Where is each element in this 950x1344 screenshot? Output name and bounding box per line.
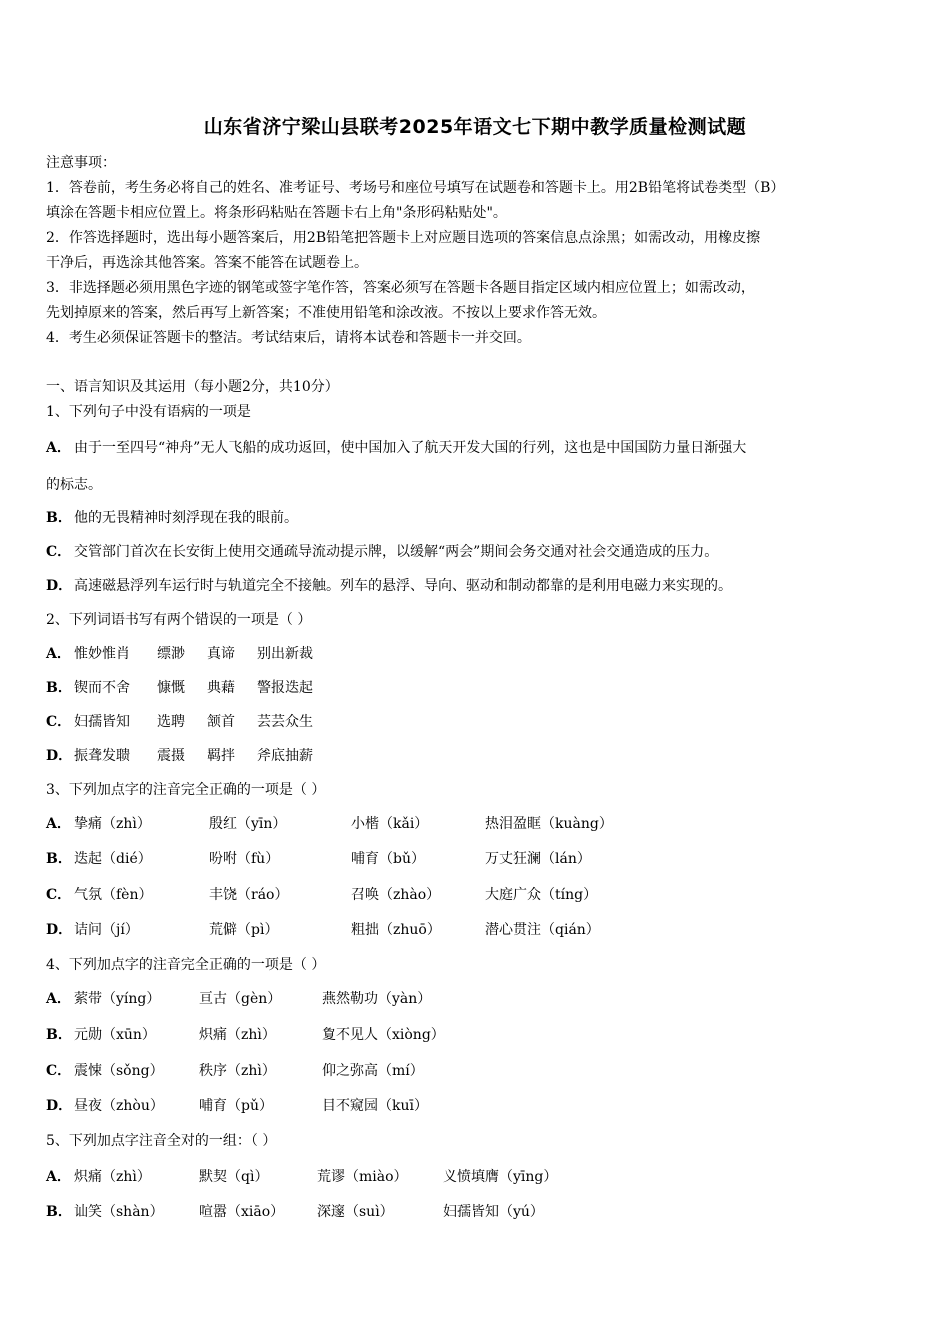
option-item: 粗拙（zhuō） xyxy=(351,922,441,938)
option-label: C． xyxy=(46,887,72,903)
question-3-option-d xyxy=(46,919,600,939)
option-item: 真谛 xyxy=(207,646,235,662)
question-1-option-c xyxy=(46,541,718,561)
option-item: 迭起（dié） xyxy=(74,851,152,867)
option-item: 哺育（bǔ） xyxy=(351,851,425,867)
option-label: B． xyxy=(46,851,72,867)
option-text: 高速磁悬浮列车运行时与轨道完全不接触。列车的悬浮、导向、驱动和制动都靠的是利用电磁力来实现的。 xyxy=(74,578,732,594)
option-item: 震摄 xyxy=(157,748,185,764)
option-text: 的标志。 xyxy=(46,477,102,493)
option-item: 万丈狂澜（lán） xyxy=(485,851,591,867)
option-item: 默契（qì） xyxy=(199,1169,269,1185)
option-item: 丰饶（ráo） xyxy=(209,887,289,903)
option-label: A． xyxy=(46,991,71,1007)
option-item: 震悚（sǒng） xyxy=(74,1063,164,1079)
question-1-option-a-cont xyxy=(46,474,102,494)
notes-line: 2．作答选择题时，选出每小题答案后，用2B铅笔把答题卡上对应题目选项的答案信息点涂黑；如需改动，用橡皮擦 xyxy=(46,230,761,246)
option-item: 炽痛（zhì） xyxy=(199,1027,276,1043)
option-item: 斧底抽薪 xyxy=(257,748,313,764)
question-3-option-b xyxy=(46,848,591,868)
question-4-stem: 4、下列加点字的注音完全正确的一项是（ ） xyxy=(46,957,326,973)
question-3-stem: 3、下列加点字的注音完全正确的一项是（ ） xyxy=(46,782,326,798)
option-label: B． xyxy=(46,1027,72,1043)
option-item: 颔首 xyxy=(207,714,235,730)
option-item: 热泪盈眶（kuàng） xyxy=(485,816,613,832)
option-item: 荒谬（miào） xyxy=(317,1169,408,1185)
question-5-stem: 5、下列加点字注音全对的一组：（ ） xyxy=(46,1133,277,1149)
option-item: 哺育（pǔ） xyxy=(199,1098,273,1114)
notes-line: 3．非选择题必须用黑色字迹的钢笔或签字笔作答，答案必须写在答题卡各题目指定区域内相应位置上；如需改动， xyxy=(46,280,755,296)
option-item: 芸芸众生 xyxy=(257,714,313,730)
option-item: 萦带（yíng） xyxy=(74,991,161,1007)
option-text: 交管部门首次在长安街上使用交通疏导流动提示牌，以缓解“两会”期间会务交通对社会交通造成的压力。 xyxy=(74,544,719,560)
option-item: 喧嚣（xiāo） xyxy=(199,1204,285,1220)
option-label: D． xyxy=(46,1098,73,1114)
question-2-option-a xyxy=(46,643,313,663)
option-item: 妇孺皆知（yú） xyxy=(443,1204,544,1220)
option-item: 燕然勒功（yàn） xyxy=(322,991,432,1007)
question-3-option-c xyxy=(46,884,597,904)
option-item: 仰之弥高（mí） xyxy=(322,1063,424,1079)
question-4-option-b xyxy=(46,1024,445,1044)
option-item: 缥渺 xyxy=(157,646,185,662)
option-label: A． xyxy=(46,646,71,662)
option-item: 锲而不舍 xyxy=(74,680,130,696)
notes-line: 填涂在答题卡相应位置上。将条形码粘贴在答题卡右上角"条形码粘贴处"。 xyxy=(46,205,507,221)
option-label: D． xyxy=(46,578,73,594)
option-item: 吩咐（fù） xyxy=(209,851,280,867)
option-item: 振聋发聩 xyxy=(74,748,130,764)
option-item: 小楷（kǎi） xyxy=(351,816,429,832)
option-item: 深邃（suì） xyxy=(317,1204,394,1220)
question-2-option-b xyxy=(46,677,313,697)
option-item: 潜心贯注（qián） xyxy=(485,922,600,938)
option-item: 荒僻（pì） xyxy=(209,922,279,938)
option-item: 慷慨 xyxy=(157,680,185,696)
option-label: B． xyxy=(46,1204,72,1220)
option-item: 炽痛（zhì） xyxy=(74,1169,151,1185)
question-4-option-d xyxy=(46,1095,428,1115)
option-label: C． xyxy=(46,544,72,560)
option-label: C． xyxy=(46,714,72,730)
option-item: 警报迭起 xyxy=(257,680,313,696)
option-item: 讪笑（shàn） xyxy=(74,1204,164,1220)
option-item: 召唤（zhào） xyxy=(351,887,441,903)
option-item: 昼夜（zhòu） xyxy=(74,1098,164,1114)
option-item: 夐不见人（xiòng） xyxy=(322,1027,445,1043)
option-item: 气氛（fèn） xyxy=(74,887,153,903)
option-text: 他的无畏精神时刻浮现在我的眼前。 xyxy=(74,510,298,526)
option-item: 诘问（jí） xyxy=(74,922,139,938)
notes-line: 1．答卷前，考生务必将自己的姓名、准考证号、考场号和座位号填写在试题卷和答题卡上。用2B铅笔将试卷类型（B） xyxy=(46,180,785,196)
option-text: 由于一至四号“神舟”无人飞船的成功返回，使中国加入了航天开发大国的行列，这也是中国国防力量日渐强大 xyxy=(74,440,747,456)
section-heading: 一、语言知识及其运用（每小题2分，共10分） xyxy=(46,379,339,395)
notes-line: 先划掉原来的答案，然后再写上新答案；不准使用铅笔和涂改液。不按以上要求作答无效。 xyxy=(46,305,606,321)
question-5-option-a xyxy=(46,1166,557,1186)
notes-line: 干净后，再选涂其他答案。答案不能答在试题卷上。 xyxy=(46,255,368,271)
option-item: 元勋（xūn） xyxy=(74,1027,156,1043)
option-item: 别出新裁 xyxy=(257,646,313,662)
option-item: 秩序（zhì） xyxy=(199,1063,276,1079)
option-item: 义愤填膺（yīng） xyxy=(443,1169,558,1185)
option-label: B． xyxy=(46,680,72,696)
option-label: A． xyxy=(46,816,71,832)
option-label: A． xyxy=(46,440,71,456)
option-label: D． xyxy=(46,748,73,764)
question-1-option-a xyxy=(46,437,746,457)
question-1-stem: 1、下列句子中没有语病的一项是 xyxy=(46,404,251,420)
option-label: B． xyxy=(46,510,72,526)
question-1-option-d xyxy=(46,575,732,595)
question-5-option-b xyxy=(46,1201,544,1221)
notes-line: 4．考生必须保证答题卡的整洁。考试结束后，请将本试卷和答题卡一并交回。 xyxy=(46,330,531,346)
question-2-option-d xyxy=(46,745,313,765)
option-item: 殷红（yīn） xyxy=(209,816,287,832)
question-1-option-b xyxy=(46,507,298,527)
notes-heading: 注意事项： xyxy=(46,155,116,171)
option-label: C． xyxy=(46,1063,72,1079)
option-item: 选聘 xyxy=(157,714,185,730)
option-item: 大庭广众（tíng） xyxy=(485,887,598,903)
question-4-option-c xyxy=(46,1060,424,1080)
option-label: D． xyxy=(46,922,73,938)
question-3-option-a xyxy=(46,813,613,833)
question-2-stem: 2、下列词语书写有两个错误的一项是（ ） xyxy=(46,612,312,628)
question-2-option-c xyxy=(46,711,313,731)
option-item: 惟妙惟肖 xyxy=(74,646,130,662)
option-item: 亘古（gèn） xyxy=(199,991,282,1007)
exam-title: 山东省济宁梁山县联考2025年语文七下期中教学质量检测试题 xyxy=(203,116,747,138)
option-item: 典藉 xyxy=(207,680,235,696)
option-item: 妇孺皆知 xyxy=(74,714,130,730)
option-label: A． xyxy=(46,1169,71,1185)
option-item: 羁拌 xyxy=(207,748,235,764)
option-item: 挚痛（zhì） xyxy=(74,816,151,832)
question-4-option-a xyxy=(46,988,431,1008)
option-item: 目不窥园（kuī） xyxy=(322,1098,428,1114)
